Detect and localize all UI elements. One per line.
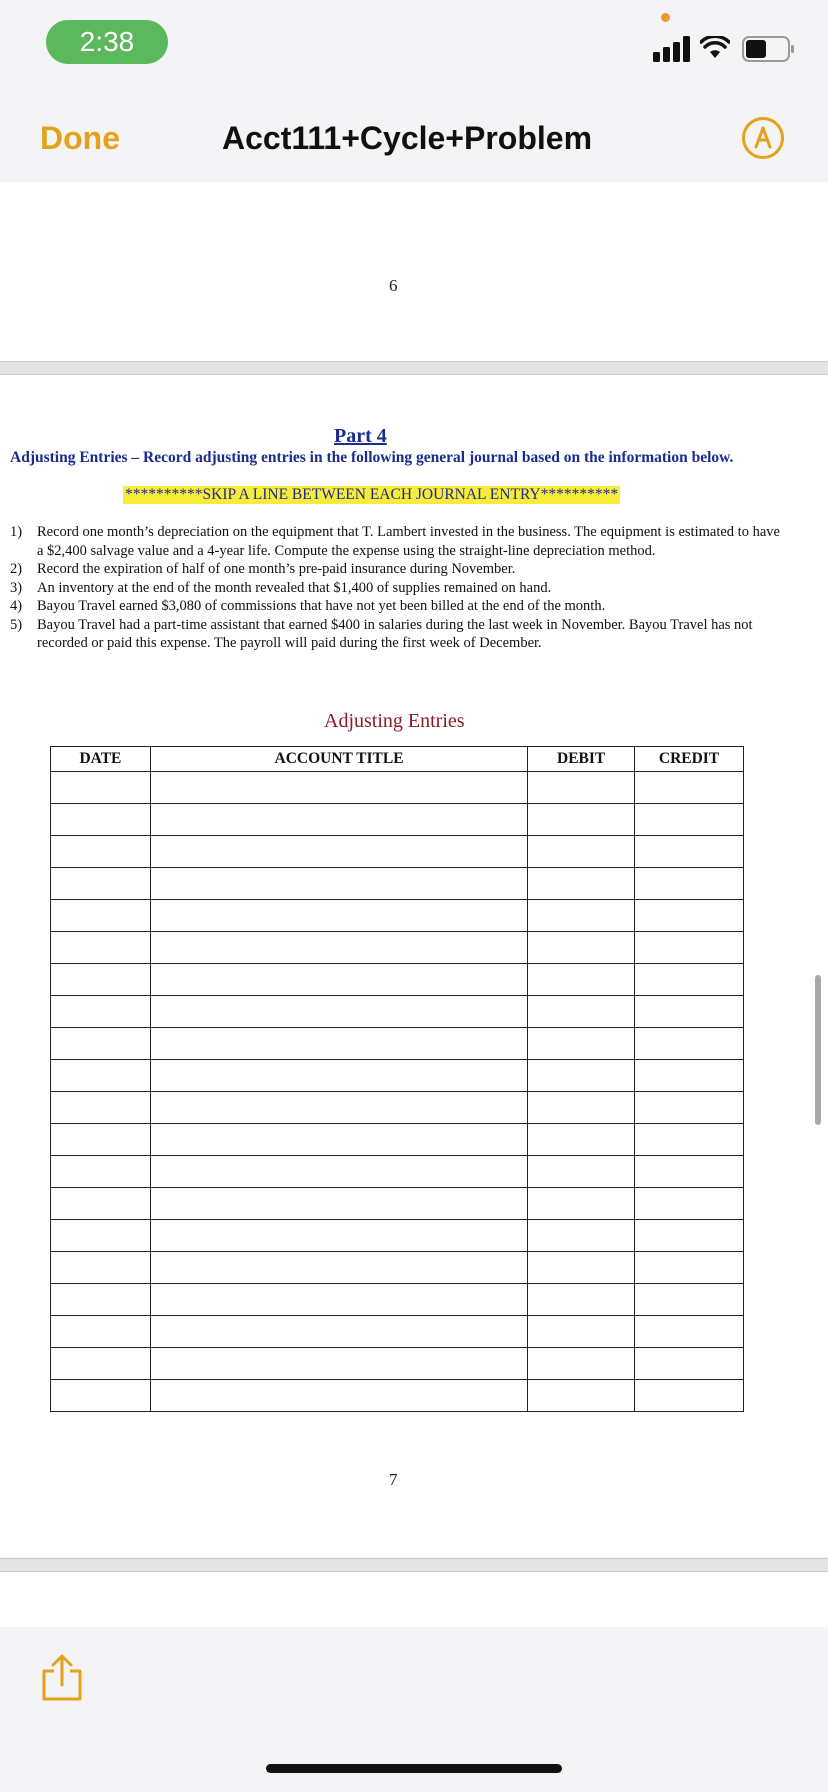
account-title-cell	[150, 804, 527, 836]
credit-cell	[635, 1028, 744, 1060]
debit-cell	[528, 1220, 635, 1252]
date-cell	[51, 1348, 151, 1380]
battery-icon	[742, 36, 796, 62]
credit-cell	[635, 1284, 744, 1316]
table-header-row	[51, 747, 744, 772]
credit-cell	[635, 1060, 744, 1092]
status-time[interactable]: 2:38	[46, 20, 168, 64]
page-divider	[0, 361, 828, 375]
skip-line-note: **********SKIP A LINE BETWEEN EACH JOURNAL ENTRY**********	[125, 486, 619, 503]
account-title-cell	[150, 932, 527, 964]
debit-cell	[528, 1380, 635, 1412]
debit-cell	[528, 1028, 635, 1060]
column-header-debit: DEBIT	[528, 747, 635, 772]
date-cell	[51, 900, 151, 932]
page-divider	[0, 1558, 828, 1572]
date-cell	[51, 868, 151, 900]
debit-cell	[528, 1124, 635, 1156]
date-cell	[51, 772, 151, 804]
debit-cell	[528, 836, 635, 868]
table-row	[51, 804, 744, 836]
date-cell	[51, 804, 151, 836]
account-title-cell	[150, 1316, 527, 1348]
credit-cell	[635, 996, 744, 1028]
table-row	[51, 1124, 744, 1156]
debit-cell	[528, 1188, 635, 1220]
account-title-cell	[150, 868, 527, 900]
wifi-icon	[700, 36, 730, 60]
account-title-cell	[150, 996, 527, 1028]
date-cell	[51, 932, 151, 964]
credit-cell	[635, 1220, 744, 1252]
account-title-cell	[150, 1284, 527, 1316]
account-title-cell	[150, 1028, 527, 1060]
home-indicator[interactable]	[266, 1764, 562, 1773]
list-item: 2) Record the expiration of half of one month’s pre-paid insurance during November.	[10, 561, 516, 577]
status-bar	[0, 0, 828, 92]
date-cell	[51, 1124, 151, 1156]
table-row	[51, 1060, 744, 1092]
date-cell	[51, 836, 151, 868]
debit-cell	[528, 900, 635, 932]
account-title-cell	[150, 1188, 527, 1220]
table-row	[51, 868, 744, 900]
list-item: 4) Bayou Travel earned $3,080 of commissions that have not yet been billed at the end of the month.	[10, 598, 606, 614]
credit-cell	[635, 868, 744, 900]
date-cell	[51, 1252, 151, 1284]
page-number-top: 6	[389, 276, 398, 295]
share-icon[interactable]	[40, 1653, 84, 1703]
table-row	[51, 1028, 744, 1060]
journal-title: Adjusting Entries	[324, 710, 465, 732]
table-row	[51, 964, 744, 996]
account-title-cell	[150, 1252, 527, 1284]
date-cell	[51, 1156, 151, 1188]
done-button[interactable]: Done	[40, 120, 120, 156]
markup-icon[interactable]	[741, 116, 785, 160]
table-row	[51, 1316, 744, 1348]
credit-cell	[635, 836, 744, 868]
debit-cell	[528, 1252, 635, 1284]
scrollbar-thumb[interactable]	[815, 975, 821, 1125]
list-item: 1) Record one month’s depreciation on the equipment that T. Lambert invested in the business. The equipment is estimated to have a $2,400 salvage value and a 4-year life. Compute the expense using the straight-line depreciation method.	[10, 524, 780, 559]
date-cell	[51, 1380, 151, 1412]
debit-cell	[528, 964, 635, 996]
privacy-indicator-dot	[661, 13, 670, 22]
date-cell	[51, 1092, 151, 1124]
account-title-cell	[150, 1380, 527, 1412]
table-row	[51, 1188, 744, 1220]
debit-cell	[528, 1156, 635, 1188]
column-header-date: DATE	[51, 747, 151, 772]
date-cell	[51, 964, 151, 996]
credit-cell	[635, 932, 744, 964]
debit-cell	[528, 868, 635, 900]
table-row	[51, 772, 744, 804]
date-cell	[51, 1188, 151, 1220]
table-row	[51, 1252, 744, 1284]
general-journal-table	[50, 746, 744, 1412]
account-title-cell	[150, 900, 527, 932]
date-cell	[51, 1284, 151, 1316]
journal-body	[51, 772, 744, 1412]
date-cell	[51, 1220, 151, 1252]
credit-cell	[635, 1348, 744, 1380]
part-title: Part 4	[334, 425, 387, 447]
account-title-cell	[150, 1124, 527, 1156]
page-number-bottom: 7	[389, 1470, 398, 1489]
debit-cell	[528, 1284, 635, 1316]
credit-cell	[635, 804, 744, 836]
nav-bar	[0, 92, 828, 182]
table-row	[51, 996, 744, 1028]
account-title-cell	[150, 1060, 527, 1092]
debit-cell	[528, 1316, 635, 1348]
credit-cell	[635, 964, 744, 996]
account-title-cell	[150, 964, 527, 996]
debit-cell	[528, 1092, 635, 1124]
debit-cell	[528, 932, 635, 964]
list-item: 5) Bayou Travel had a part-time assistant that earned $400 in salaries during the last week in November. Bayou Travel has not recorded or paid this expense. The payroll will paid during the first week of December.	[10, 616, 753, 651]
signal-icon	[652, 36, 692, 62]
table-row	[51, 932, 744, 964]
account-title-cell	[150, 1092, 527, 1124]
debit-cell	[528, 1060, 635, 1092]
part-instruction: Adjusting Entries – Record adjusting entries in the following general journal based on the information below.	[10, 449, 734, 466]
date-cell	[51, 996, 151, 1028]
document-title: Acct111+Cycle+Problem	[222, 120, 593, 156]
account-title-cell	[150, 836, 527, 868]
debit-cell	[528, 804, 635, 836]
column-header-credit: CREDIT	[635, 747, 744, 772]
debit-cell	[528, 772, 635, 804]
list-item: 3) An inventory at the end of the month revealed that $1,400 of supplies remained on hand.	[10, 579, 552, 596]
credit-cell	[635, 900, 744, 932]
table-row	[51, 900, 744, 932]
credit-cell	[635, 1316, 744, 1348]
date-cell	[51, 1316, 151, 1348]
credit-cell	[635, 1092, 744, 1124]
credit-cell	[635, 1124, 744, 1156]
credit-cell	[635, 1380, 744, 1412]
table-row	[51, 1380, 744, 1412]
adjustment-items-list	[10, 523, 780, 653]
date-cell	[51, 1060, 151, 1092]
debit-cell	[528, 996, 635, 1028]
table-row	[51, 1092, 744, 1124]
account-title-cell	[150, 1348, 527, 1380]
date-cell	[51, 1028, 151, 1060]
table-row	[51, 1156, 744, 1188]
credit-cell	[635, 772, 744, 804]
account-title-cell	[150, 1156, 527, 1188]
table-row	[51, 1284, 744, 1316]
account-title-cell	[150, 1220, 527, 1252]
credit-cell	[635, 1156, 744, 1188]
account-title-cell	[150, 772, 527, 804]
credit-cell	[635, 1188, 744, 1220]
debit-cell	[528, 1348, 635, 1380]
table-row	[51, 1348, 744, 1380]
table-row	[51, 1220, 744, 1252]
column-header-account-title: ACCOUNT TITLE	[150, 747, 527, 772]
credit-cell	[635, 1252, 744, 1284]
table-row	[51, 836, 744, 868]
